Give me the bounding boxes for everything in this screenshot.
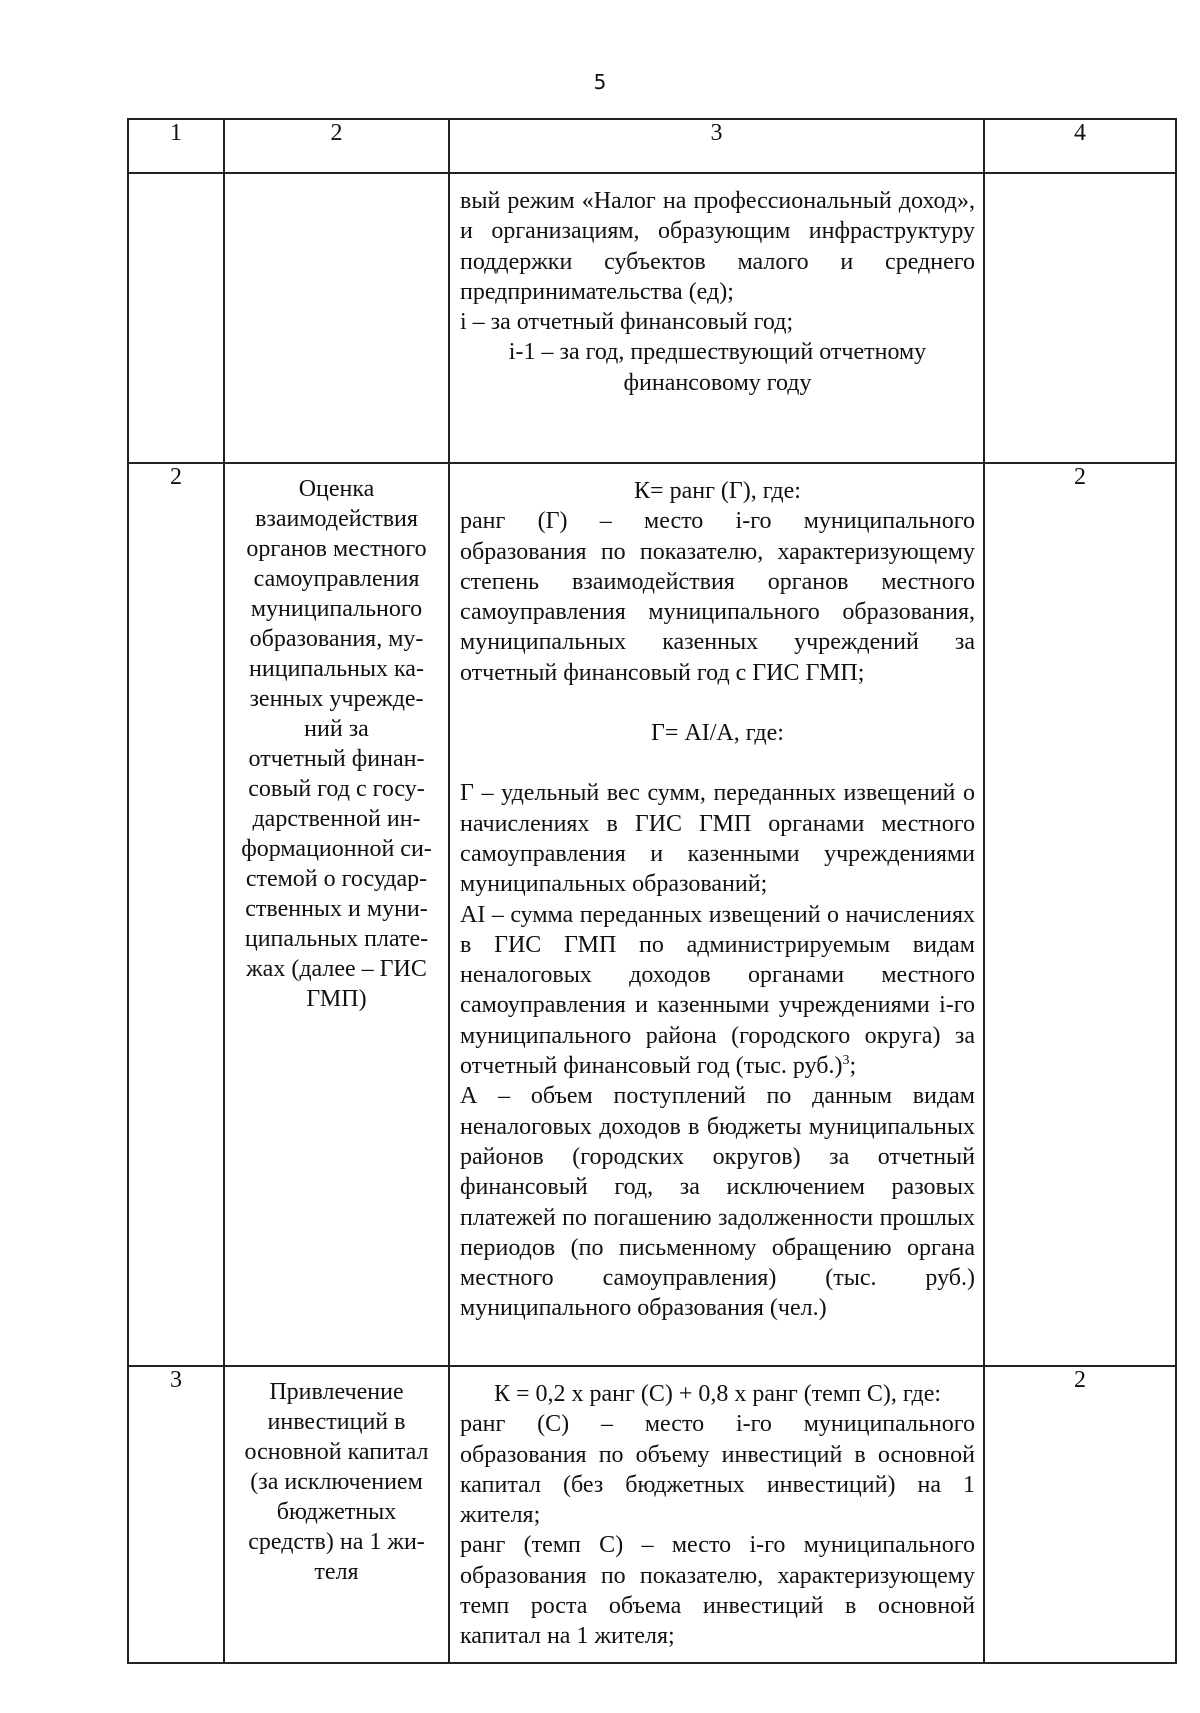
column-header-3: 3 — [449, 119, 984, 173]
description-paragraph: ранг (темп С) – место i-го муниципального образования по показателю, характеризующему темп роста объема инвестиций в основной капитал на 1 жителя; — [460, 1532, 975, 1650]
page-number: 5 — [593, 70, 607, 94]
score-cell: 2 — [984, 1366, 1176, 1663]
criterion-line: образования, му- — [249, 626, 424, 652]
criterion-line: бюджетных — [276, 1499, 397, 1525]
punctuation: ; — [849, 1053, 857, 1080]
row-number: 2 — [128, 463, 224, 1366]
header-row — [128, 119, 1176, 173]
description-paragraph — [460, 900, 975, 1082]
table-row — [128, 1366, 1176, 1663]
criterion-line: муниципального — [250, 596, 423, 622]
formula-k: К = 0,2 х ранг (С) + 0,8 х ранг (темп С), где: — [493, 1381, 942, 1407]
blank-line — [460, 748, 975, 778]
score-cell — [984, 173, 1176, 463]
table-row — [128, 463, 1176, 1366]
criterion-line: ственных и муни- — [245, 896, 428, 922]
row-number — [128, 173, 224, 463]
criterion-line: формационной си- — [241, 836, 432, 862]
description-paragraph: Г – удельный вес сумм, переданных извещений о начислениях в ГИС ГМП органами местного самоуправления и казенными учреждениями муниципальных образований; — [460, 780, 975, 898]
criterion-line: инвестиций в — [267, 1409, 406, 1435]
criterion-line: ГМП) — [306, 986, 367, 1012]
criterion-line: отчетный финан- — [248, 746, 425, 772]
criterion-line: самоуправления — [253, 566, 420, 592]
description-paragraph: i-1 – за год, предшествующий отчетному финансовому году — [508, 339, 927, 396]
criterion-line: стемой о государ- — [245, 866, 428, 892]
description-paragraph: i – за отчетный финансовый год; — [460, 309, 794, 336]
criterion-line: зенных учрежде- — [249, 686, 424, 712]
criterion-line: ний за — [304, 716, 369, 742]
criterion-line: (за исключением — [250, 1469, 423, 1495]
criterion-line: Привлечение — [269, 1379, 404, 1405]
criterion-line: ципальных плате- — [244, 926, 429, 952]
criterion-line: Оценка — [298, 476, 375, 502]
score-cell: 2 — [984, 463, 1176, 1366]
criterion-cell — [224, 1366, 449, 1663]
criterion-line: средств) на 1 жи- — [248, 1529, 425, 1555]
criterion-line: основной капитал — [244, 1439, 429, 1465]
criterion-line: совый год с госу- — [248, 776, 425, 802]
criteria-table — [127, 118, 1177, 1664]
description-cell — [449, 173, 984, 463]
criterion-line: ниципальных ка- — [249, 656, 424, 682]
formula-g: Г= AI/А, где: — [651, 720, 784, 747]
column-header-4: 4 — [984, 119, 1176, 173]
column-header-1: 1 — [128, 119, 224, 173]
criterion-line: органов местного — [246, 536, 427, 562]
criterion-line: жах (далее – ГИС — [246, 956, 427, 982]
description-cell — [449, 1366, 984, 1663]
column-header-2: 2 — [224, 119, 449, 173]
description-paragraph: ранг (Г) – место i-го муниципального образования по показателю, характеризующему степень взаимодействия органов местного самоуправления муниципального образования, муниципальных казенных учреждений за отчетный финансовый год с ГИС ГМП; — [460, 508, 975, 686]
criterion-cell — [224, 463, 449, 1366]
description-paragraph: А – объем поступлений по данным видам неналоговых доходов в бюджеты муниципальных районов (городских округов) за отчетный финансовый год, за исключением разовых платежей по погашению задолженности прошлых периодов (по письменному обращению органа местного самоуправления) (тыс. руб.) муниципального образования (чел.) — [460, 1083, 975, 1322]
description-cell — [449, 463, 984, 1366]
criterion-line: теля — [314, 1559, 359, 1585]
row-number: 3 — [128, 1366, 224, 1663]
criterion-line: дарственной ин- — [252, 806, 421, 832]
description-paragraph: вый режим «Налог на профессиональный доход», и организациям, образующим инфраструктуру поддержки субъектов малого и среднего предпринимательства (ед); — [460, 188, 975, 305]
description-paragraph: ранг (С) – место i-го муниципального образования по объему инвестиций в основной капитал (без бюджетных инвестиций) на 1 жителя; — [460, 1411, 975, 1529]
formula-k: К= ранг (Г), где: — [634, 478, 801, 504]
table-row — [128, 173, 1176, 463]
criterion-line: взаимодействия — [255, 506, 418, 532]
description-text: AI – сумма переданных извещений о начислениях в ГИС ГМП по администрируемым видам неналоговых доходов органами местного самоуправления и казенными учреждениями i-го муниципального района (городского округа) за отчетный финансовый год (тыс. руб.) — [460, 901, 975, 1080]
footnote-mark: 3 — [842, 1053, 850, 1069]
blank-line — [460, 688, 975, 718]
criterion-cell — [224, 173, 449, 463]
